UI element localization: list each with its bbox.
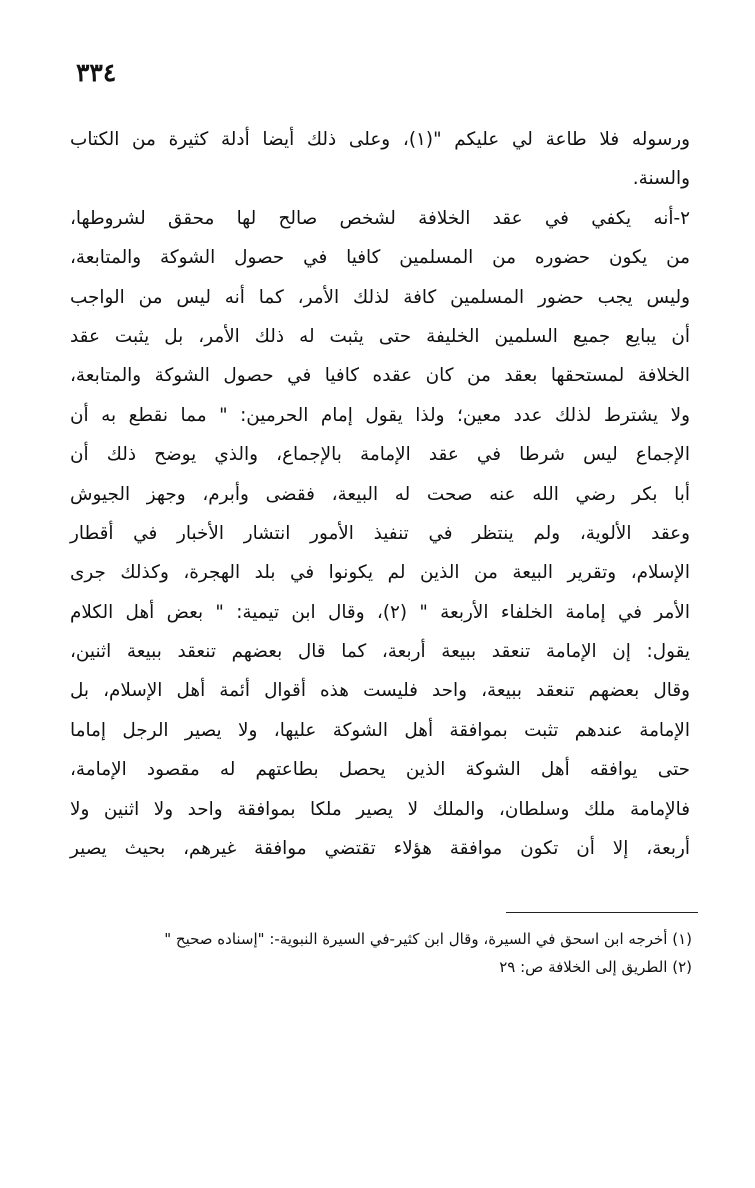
- text-line: الإجماع ليس شرطا في عقد الإمامة بالإجماع، والذي يوضح ذلك أن: [70, 444, 690, 466]
- text-line: من يكون حضوره من المسلمين كافيا في حصول الشوكة والمتابعة،: [70, 247, 690, 269]
- text-line: الإمامة عندهم تثبت بموافقة أهل الشوكة عليها، ولا يصير الرجل إماما: [70, 719, 690, 741]
- body-text: [70, 120, 690, 868]
- footnotes: [164, 925, 692, 981]
- text-line: الخلافة لمستحقها بعقد من كان عقده كافيا في حصول الشوكة والمتابعة،: [70, 365, 690, 387]
- footnote-divider: [506, 912, 698, 913]
- text-line: ورسوله فلا طاعة لي عليكم "(١)، وعلى ذلك أيضا أدلة كثيرة من الكتاب: [70, 129, 690, 150]
- footnote: (٢) الطريق إلى الخلافة ص: ٢٩: [499, 958, 692, 976]
- text-line: وقال بعضهم تنعقد ببيعة، واحد فليست هذه أقوال أئمة أهل الإسلام، بل: [70, 680, 690, 702]
- text-line: وليس يجب حضور المسلمين كافة لذلك الأمر، كما أنه ليس من الواجب: [70, 286, 690, 308]
- footnote: (١) أخرجه ابن اسحق في السيرة، وقال ابن كثير-في السيرة النبوية-: "إسناده صحيح ": [164, 930, 692, 948]
- text-line: ولا يشترط لذلك عدد معين؛ ولذا يقول إمام الحرمين: " مما نقطع به أن: [70, 404, 690, 426]
- text-line: حتى يوافقه أهل الشوكة الذين يحصل بطاعتهم له مقصود الإمامة،: [70, 759, 690, 781]
- text-line: والسنة.: [632, 168, 690, 190]
- text-line: أربعة، إلا أن تكون موافقة هؤلاء تقتضي موافقة غيرهم، بحيث يصير: [70, 838, 690, 860]
- page-number: ٣٣٤: [76, 58, 117, 87]
- text-line: يقول: إن الإمامة تنعقد ببيعة أربعة، كما قال بعضهم تنعقد ببيعة اثنين،: [70, 641, 690, 663]
- text-line: الأمر في إمامة الخلفاء الأربعة " (٢)، وقال ابن تيمية: " بعض أهل الكلام: [70, 601, 690, 623]
- text-line: ٢-أنه يكفي في عقد الخلافة لشخص صالح لها محقق لشروطها،: [70, 207, 690, 229]
- text-line: أن يبايع جميع السلمين الخليفة حتى يثبت له ذلك الأمر، بل يثبت عقد: [70, 325, 690, 347]
- text-line: وعقد الألوية، ولم ينتظر في تنفيذ الأمور انتشار الأخبار في أقطار: [70, 522, 690, 544]
- text-line: أبا بكر رضي الله عنه صحت له البيعة، فقضى وأبرم، وجهز الجيوش: [70, 483, 690, 505]
- text-line: الإسلام، وتقرير البيعة من الذين لم يكونوا في بلد الهجرة، وكذلك جرى: [70, 562, 690, 584]
- text-line: فالإمامة ملك وسلطان، والملك لا يصير ملكا بموافقة واحد ولا اثنين ولا: [70, 798, 690, 820]
